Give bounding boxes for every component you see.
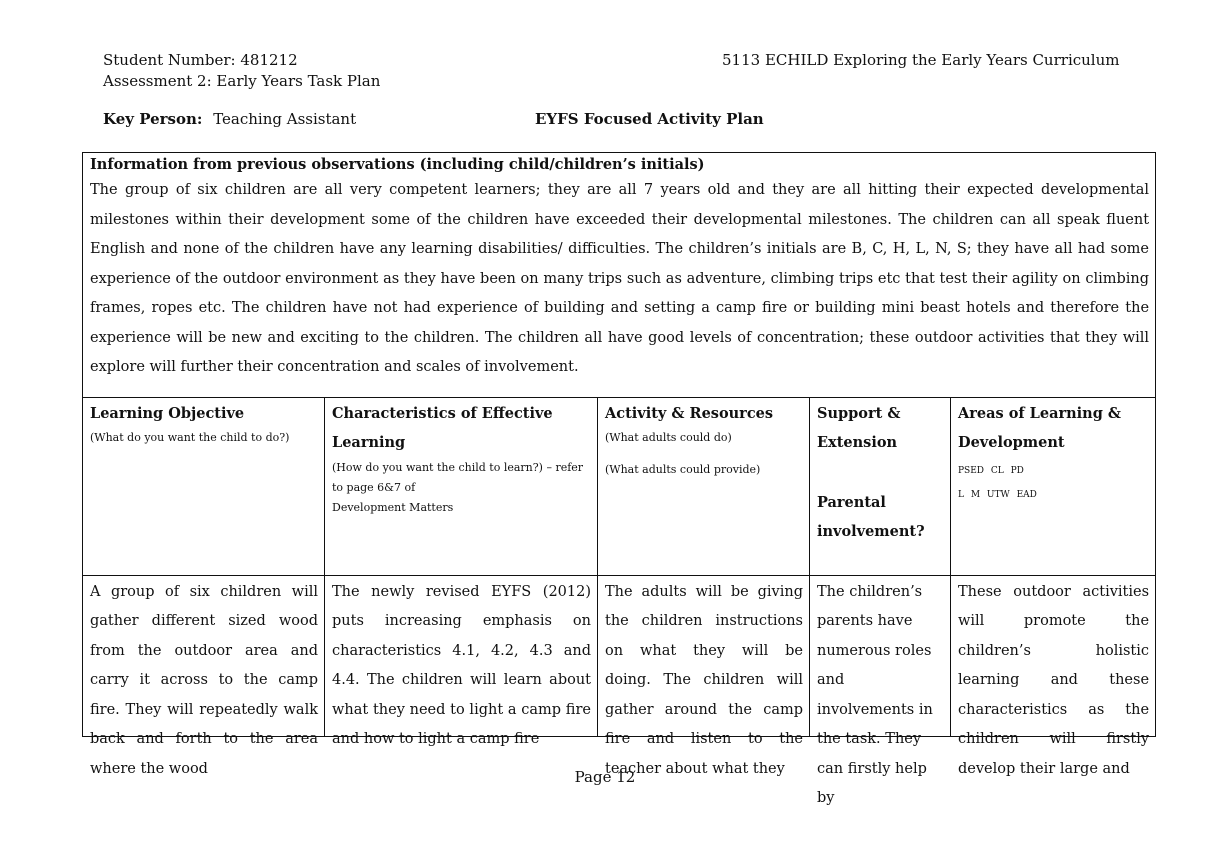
info-title: Information from previous observations (including child/children’s initials)	[90, 156, 705, 173]
cell-support	[810, 575, 951, 806]
module-title: 5113 ECHILD Exploring the Early Years Curriculum	[722, 51, 1120, 69]
cell-areas	[951, 575, 1156, 777]
characteristics-note: (How do you want the child to learn?) – refer to page 6&7 of	[332, 460, 584, 494]
areas-text: These outdoor activities will promote the children’s holistic learning and these characteristics as the children will firstly develop their large and	[958, 583, 1150, 777]
activity-note-2: (What adults could provide)	[605, 463, 761, 476]
cell-characteristics	[325, 575, 598, 747]
header-activity	[598, 397, 810, 575]
support-text: The children’s parents have numerous roles and involvements in the task. They can firstly help by	[817, 583, 933, 806]
parental-involvement: Parental involvement?	[817, 493, 925, 540]
activity-text: The adults will be giving the children instructions on what they will be doing. The children will gather around the camp fire and listen to the teacher about what they	[605, 583, 803, 777]
learning-objective-note: (What do you want the child to do?)	[90, 431, 290, 444]
page-header-left	[103, 50, 380, 92]
page-number: Page 12	[574, 768, 636, 786]
characteristics-note-2: Development Matters	[332, 500, 454, 514]
key-person-value: Teaching Assistant	[213, 110, 357, 128]
header-characteristics	[325, 397, 598, 575]
student-number: Student Number: 481212	[103, 51, 298, 69]
characteristics-title: Characteristics of Effective Learning	[332, 404, 553, 451]
activity-note: (What adults could do)	[605, 431, 732, 444]
cell-learning-objective	[83, 575, 325, 777]
assessment-title: Assessment 2: Early Years Task Plan	[103, 72, 381, 90]
activity-title: Activity & Resources	[605, 404, 774, 422]
learning-objective-title: Learning Objective	[90, 404, 245, 422]
info-body: The group of six children are all very competent learners; they are all 7 years old and they are all hitting their expected developmental milestones within their development some of the children have exceeded their developmental milestones. The children can all speak fluent English and none of the children have any learning disabilities/ difficulties. The children’s initials are B, C, H, L, N, S; they have all had some experience of the outdoor environment as they have been on many trips such as adventure, climbing trips etc that test their agility on climbing frames, ropes etc. The children have not had experience of building and setting a camp fire or building mini beast hotels and therefore the experience will be new and exciting to the children. The children all have good levels of concentration; these outdoor activities that they will explore will further their concentration and scales of involvement.	[90, 182, 1150, 375]
info-cell	[83, 153, 1156, 398]
key-person-label: Key Person:	[103, 110, 203, 128]
column-headers	[83, 397, 1156, 575]
learning-objective-text: A group of six children will gather different sized wood from the outdoor area and carry it across to the camp fire. They will repeatedly walk back and forth to the area where the wood	[90, 583, 318, 777]
header-areas	[951, 397, 1156, 575]
areas-title: Areas of Learning & Development	[958, 404, 1122, 451]
info-row	[83, 153, 1156, 398]
plan-title: EYFS Focused Activity Plan	[535, 110, 764, 128]
cell-activity	[598, 575, 810, 777]
header-learning-objective	[83, 397, 325, 575]
support-title: Support & Extension	[817, 404, 901, 451]
area-codes-line-1: PSED CL PD	[958, 465, 1024, 476]
characteristics-text: The newly revised EYFS (2012) puts increasing emphasis on characteristics 4.1, 4.2, 4.3 and 4.4. The children will learn about what they need to light a camp fire and how to light a camp fire	[332, 583, 591, 747]
table-row	[83, 575, 1156, 736]
header-support	[810, 397, 951, 575]
key-person	[103, 110, 356, 128]
area-codes-line-2: L M UTW EAD	[958, 489, 1037, 500]
